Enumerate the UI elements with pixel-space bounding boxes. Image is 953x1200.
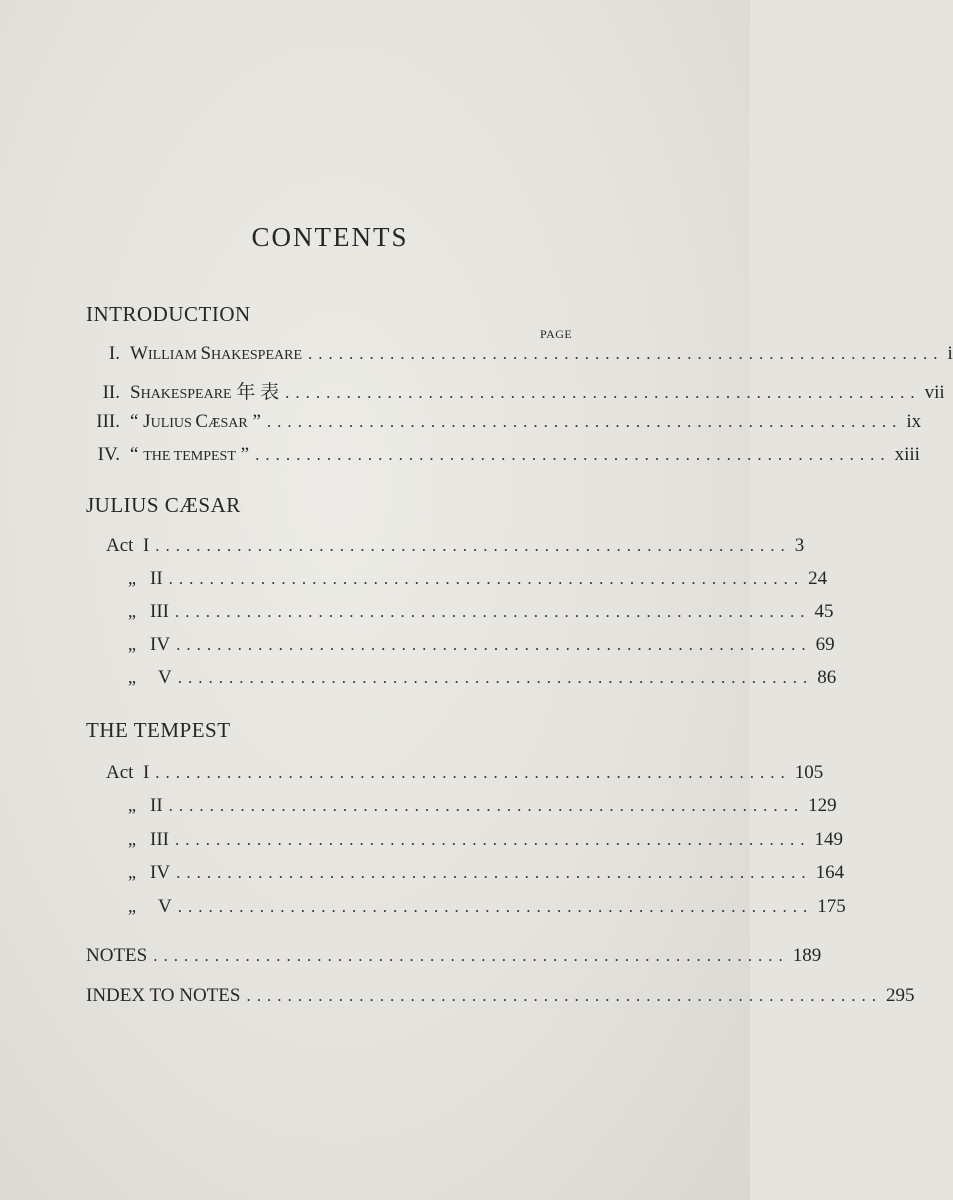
page-number: 86: [817, 667, 837, 688]
ditto-mark: „: [128, 634, 136, 654]
ditto-mark: „: [128, 568, 136, 588]
toc-entry-index[interactable]: [86, 985, 915, 1007]
toc-entry-intro-4[interactable]: IV. “ THE TEMPEST ” .............................................................. xiii: [80, 444, 582, 466]
entry-number: III.: [96, 411, 120, 432]
page-number: 175: [817, 896, 846, 917]
page-title: CONTENTS: [251, 222, 409, 252]
toc-entry-jc-act-3[interactable]: [106, 601, 834, 623]
act-number: II: [150, 568, 163, 589]
dot-leader: ..............................................................: [155, 763, 791, 782]
dot-leader: ..............................................................: [266, 412, 903, 431]
act-number: III: [150, 601, 169, 622]
act-number: V: [158, 896, 172, 917]
page-number: ix: [906, 411, 922, 432]
page-number: 69: [815, 634, 835, 655]
ditto-mark: „: [128, 862, 136, 882]
page-number: i: [947, 343, 953, 364]
entry-number: I.: [108, 343, 120, 364]
entry-number: II.: [102, 382, 120, 403]
section-heading-julius-caesar: JULIUS CÆSAR: [86, 493, 241, 517]
entry-number: IV.: [97, 444, 120, 465]
ditto-mark: „: [128, 896, 136, 916]
dot-leader: ..............................................................: [168, 796, 805, 815]
toc-entry-intro-2[interactable]: II. SHAKESPEARE 年 表 .............................................................. vii: [80, 377, 582, 404]
toc-entry-jc-act-2[interactable]: [106, 568, 828, 590]
page-column-label: PAGE: [540, 327, 573, 341]
dot-leader: ..............................................................: [285, 383, 921, 402]
toc-entry-jc-act-1[interactable]: [106, 535, 805, 557]
section-heading-introduction: INTRODUCTION: [86, 302, 251, 326]
dot-leader: ..............................................................: [176, 635, 812, 654]
toc-entry-jc-act-5[interactable]: [106, 667, 837, 689]
page-number: 189: [792, 945, 822, 966]
entry-label: INDEX TO NOTES: [86, 985, 241, 1006]
toc-entry-tempest-act-3[interactable]: [106, 829, 843, 851]
dot-leader: ..............................................................: [308, 344, 944, 363]
dot-leader: ..............................................................: [153, 946, 789, 965]
toc-entry-intro-3[interactable]: III. “ JULIUS CÆSAR ” .............................................................. ix: [80, 411, 582, 433]
page-number: 149: [814, 829, 843, 850]
dot-leader: ..............................................................: [255, 445, 891, 464]
ditto-mark: „: [128, 795, 136, 815]
toc-entry-intro-1[interactable]: I. WILLIAM SHAKESPEARE .............................................................. i: [80, 343, 582, 365]
act-number: IV: [150, 862, 171, 883]
act-number: II: [150, 795, 163, 816]
toc-entry-jc-act-4[interactable]: [106, 634, 835, 656]
page-number: 164: [815, 862, 845, 883]
ditto-mark: „: [128, 601, 136, 621]
act-label: Act: [106, 762, 134, 783]
page-number: 105: [794, 762, 824, 783]
entry-label: NOTES: [86, 945, 148, 966]
dot-leader: ..............................................................: [155, 536, 791, 555]
dot-leader: ..............................................................: [168, 569, 805, 588]
dot-leader: ..............................................................: [176, 863, 812, 882]
ditto-mark: „: [128, 667, 136, 687]
toc-entry-tempest-act-2[interactable]: [106, 795, 837, 817]
act-number: IV: [150, 634, 171, 655]
act-number: I: [142, 762, 150, 783]
toc-entry-notes[interactable]: [86, 945, 822, 967]
page-number: 45: [814, 601, 834, 622]
dot-leader: ..............................................................: [174, 830, 811, 849]
page-number: xiii: [894, 444, 920, 465]
page-number: 3: [794, 535, 805, 556]
dot-leader: ..............................................................: [246, 986, 882, 1005]
toc-entry-tempest-act-1[interactable]: [106, 762, 824, 784]
page-number: 295: [885, 985, 915, 1006]
page-number: vii: [924, 382, 945, 403]
dot-leader: ..............................................................: [177, 897, 814, 916]
toc-entry-tempest-act-5[interactable]: [106, 896, 846, 918]
toc-entry-tempest-act-4[interactable]: [106, 862, 845, 884]
page-number: 129: [808, 795, 837, 816]
ditto-mark: „: [128, 829, 136, 849]
act-number: I: [142, 535, 150, 556]
dot-leader: ..............................................................: [174, 602, 811, 621]
act-number: V: [158, 667, 172, 688]
act-number: III: [150, 829, 169, 850]
section-heading-tempest: THE TEMPEST: [86, 718, 231, 742]
page-number: 24: [808, 568, 828, 589]
act-label: Act: [106, 535, 134, 556]
dot-leader: ..............................................................: [177, 668, 814, 687]
